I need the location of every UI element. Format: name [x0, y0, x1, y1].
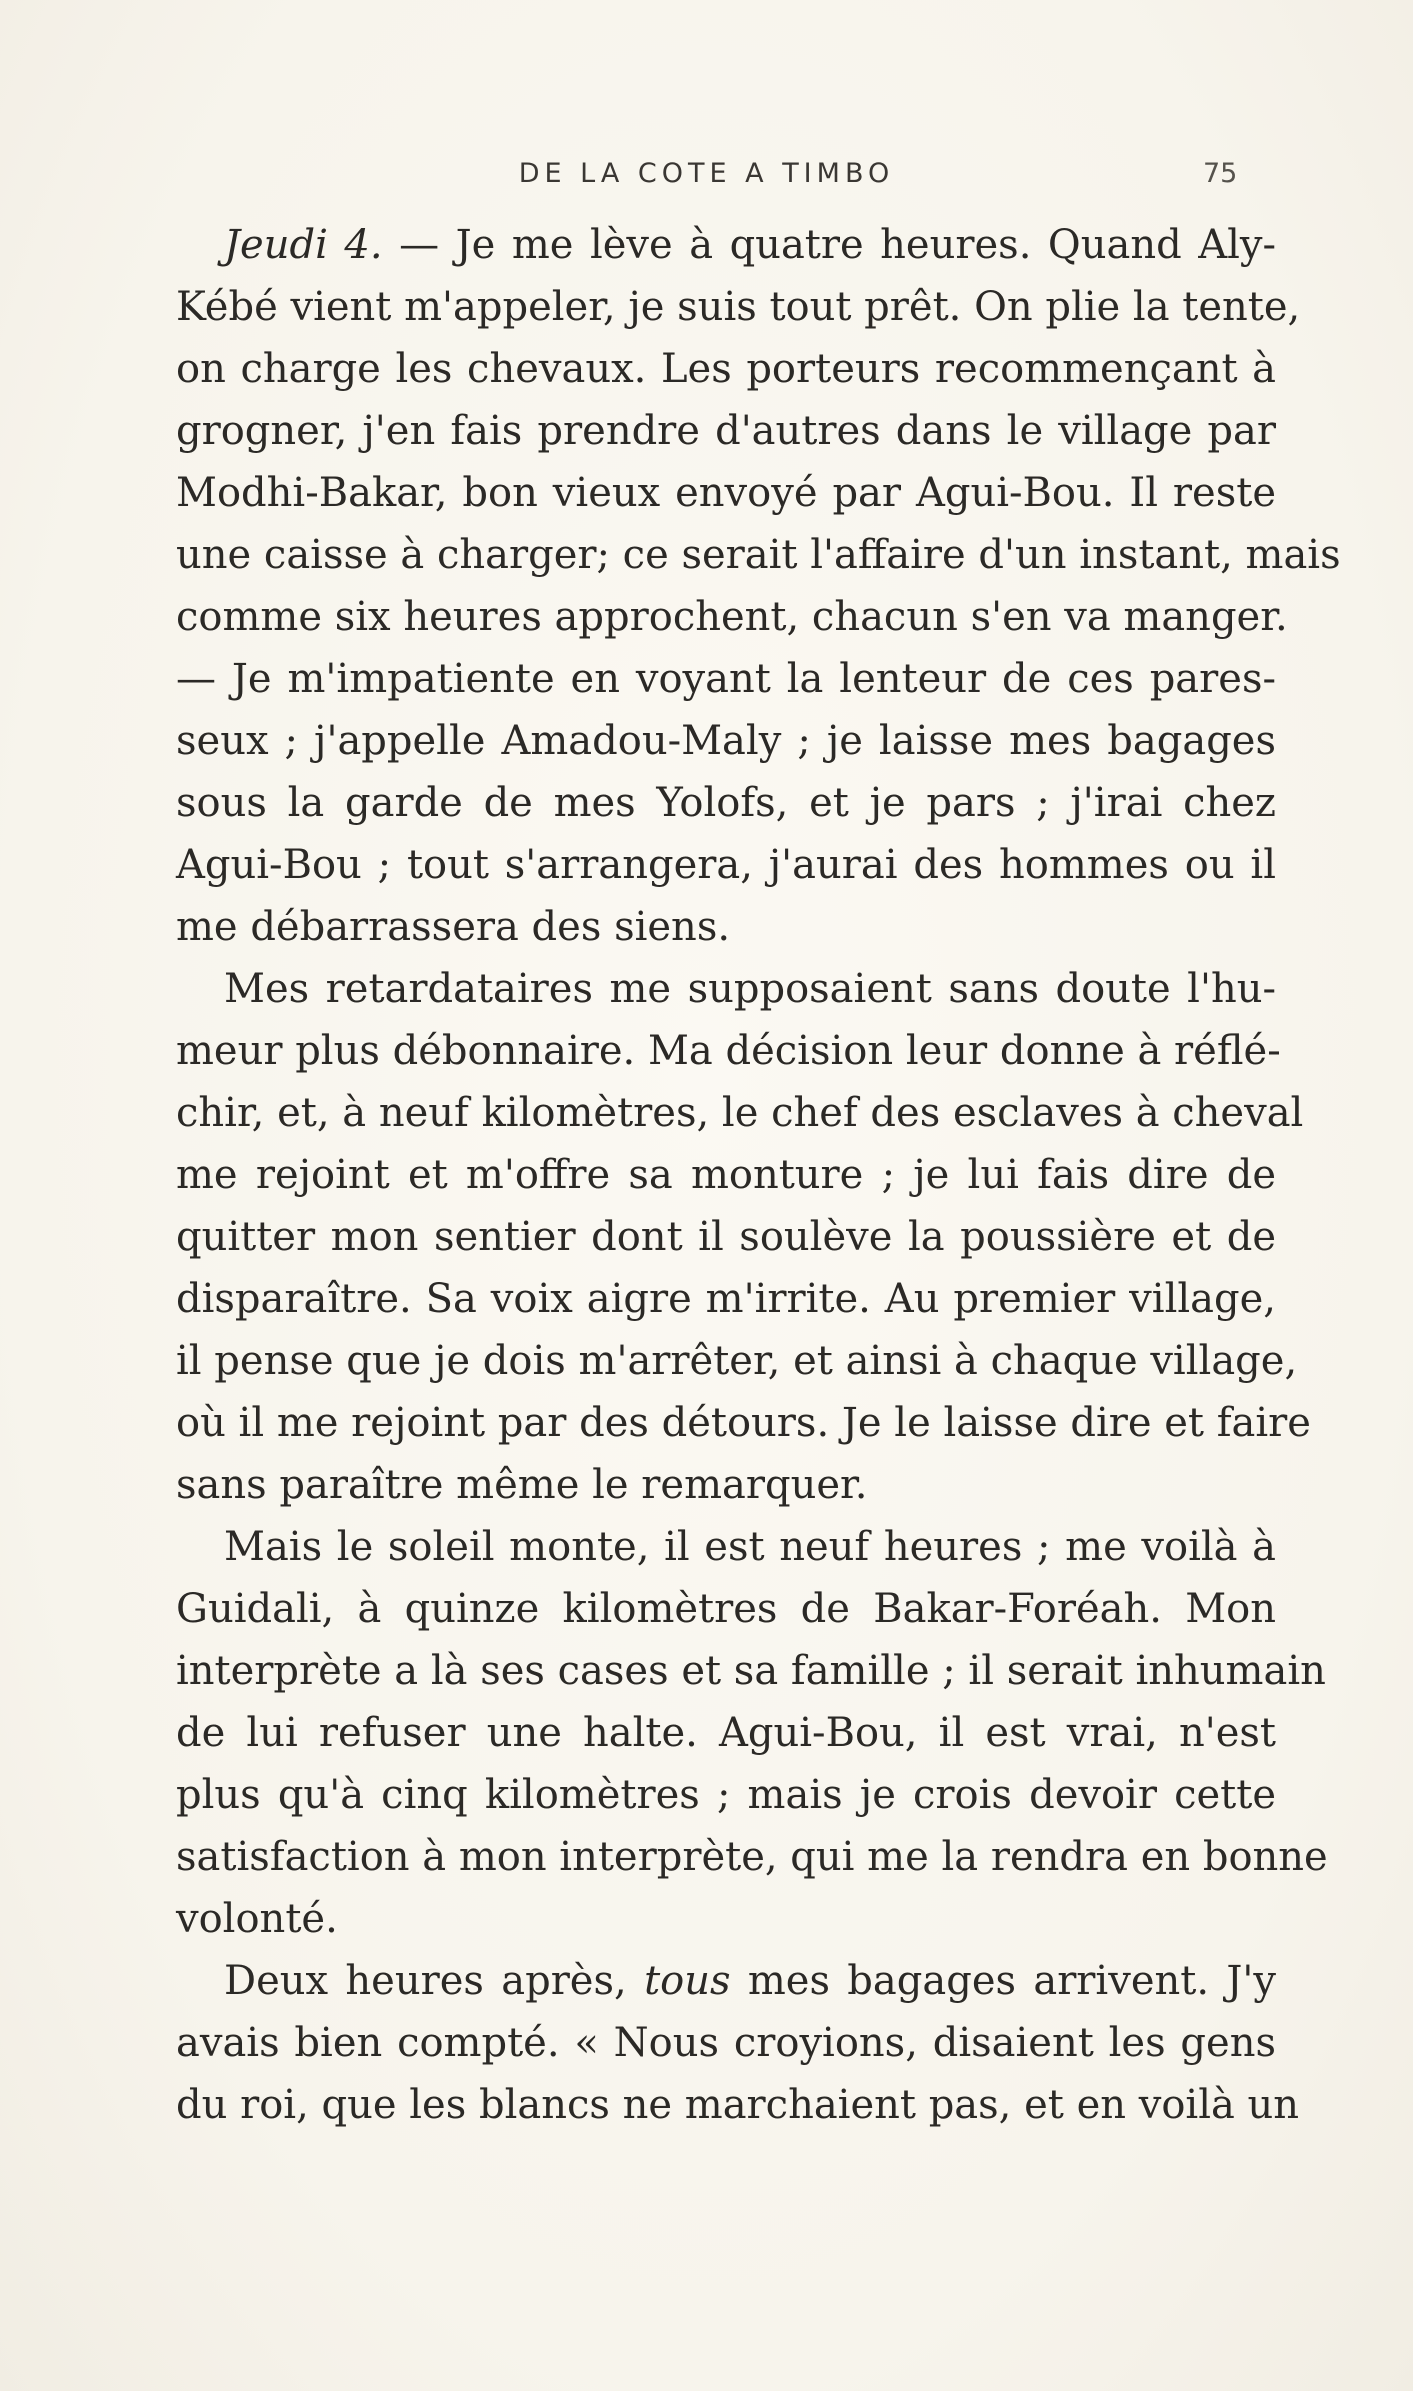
line-text: Deux heures après,: [224, 1958, 645, 2004]
emphasis-word: tous: [644, 1958, 731, 2004]
text-line: Mais le soleil monte, il est neuf heures ; me voilà à: [224, 1524, 1276, 1570]
text-line: de lui refuser une halte. Agui-Bou, il est vrai, n'est: [176, 1710, 1276, 1756]
running-head: [0, 158, 1413, 198]
text-line: Mes retardataires me supposaient sans doute l'hu-: [224, 966, 1276, 1012]
text-line: chir, et, à neuf kilomètres, le chef des esclaves à cheval: [176, 1090, 1304, 1136]
text-line: une caisse à charger; ce serait l'affaire d'un instant, mais: [176, 532, 1341, 578]
text-line: Agui-Bou ; tout s'arrangera, j'aurai des hommes ou il: [176, 842, 1276, 888]
text-line: quitter mon sentier dont il soulève la poussière et de: [176, 1214, 1276, 1260]
text-line: plus qu'à cinq kilomètres ; mais je crois devoir cette: [176, 1772, 1276, 1818]
text-line: Kébé vient m'appeler, je suis tout prêt. On plie la tente,: [176, 284, 1301, 330]
text-line: il pense que je dois m'arrêter, et ainsi à chaque village,: [176, 1338, 1298, 1384]
text-line: Guidali, à quinze kilomètres de Bakar-Foréah. Mon: [176, 1586, 1276, 1632]
date-label: Jeudi 4.: [224, 222, 383, 268]
text-line: on charge les chevaux. Les porteurs recommençant à: [176, 346, 1276, 392]
text-line: avais bien compté. « Nous croyions, disaient les gens: [176, 2020, 1276, 2066]
text-line: disparaître. Sa voix aigre m'irrite. Au premier village,: [176, 1276, 1276, 1322]
line-text: — Je me lève à quatre heures. Quand Aly-: [382, 222, 1277, 268]
line-text: mes bagages arrivent. J'y: [730, 1958, 1277, 2004]
text-line: — Je m'impatiente en voyant la lenteur de ces pares-: [176, 656, 1276, 702]
text-line: sans paraître même le remarquer.: [176, 1462, 868, 1508]
text-line: Modhi-Bakar, bon vieux envoyé par Agui-Bou. Il reste: [176, 470, 1276, 516]
running-title: DE LA COTE A TIMBO: [518, 158, 895, 189]
text-line: meur plus débonnaire. Ma décision leur donne à réflé-: [176, 1028, 1281, 1074]
text-line: sous la garde de mes Yolofs, et je pars ; j'irai chez: [176, 780, 1276, 826]
text-line: interprète a là ses cases et sa famille ; il serait inhumain: [176, 1648, 1326, 1694]
text-line: me débarrassera des siens.: [176, 904, 731, 950]
text-line: où il me rejoint par des détours. Je le laisse dire et faire: [176, 1400, 1311, 1446]
text-line: satisfaction à mon interprète, qui me la rendra en bonne: [176, 1834, 1328, 1880]
text-line: me rejoint et m'offre sa monture ; je lui fais dire de: [176, 1152, 1276, 1198]
text-line: [176, 1950, 1276, 2012]
text-line: du roi, que les blancs ne marchaient pas, et en voilà un: [176, 2082, 1300, 2128]
text-line: comme six heures approchent, chacun s'en va manger.: [176, 594, 1288, 640]
text-line: [176, 214, 1276, 276]
text-line: volonté.: [176, 1896, 338, 1942]
text-line: grogner, j'en fais prendre d'autres dans le village par: [176, 408, 1276, 454]
body-text: [176, 214, 1341, 2136]
text-line: seux ; j'appelle Amadou-Maly ; je laisse mes bagages: [176, 718, 1276, 764]
page-number: 75: [1203, 158, 1238, 189]
